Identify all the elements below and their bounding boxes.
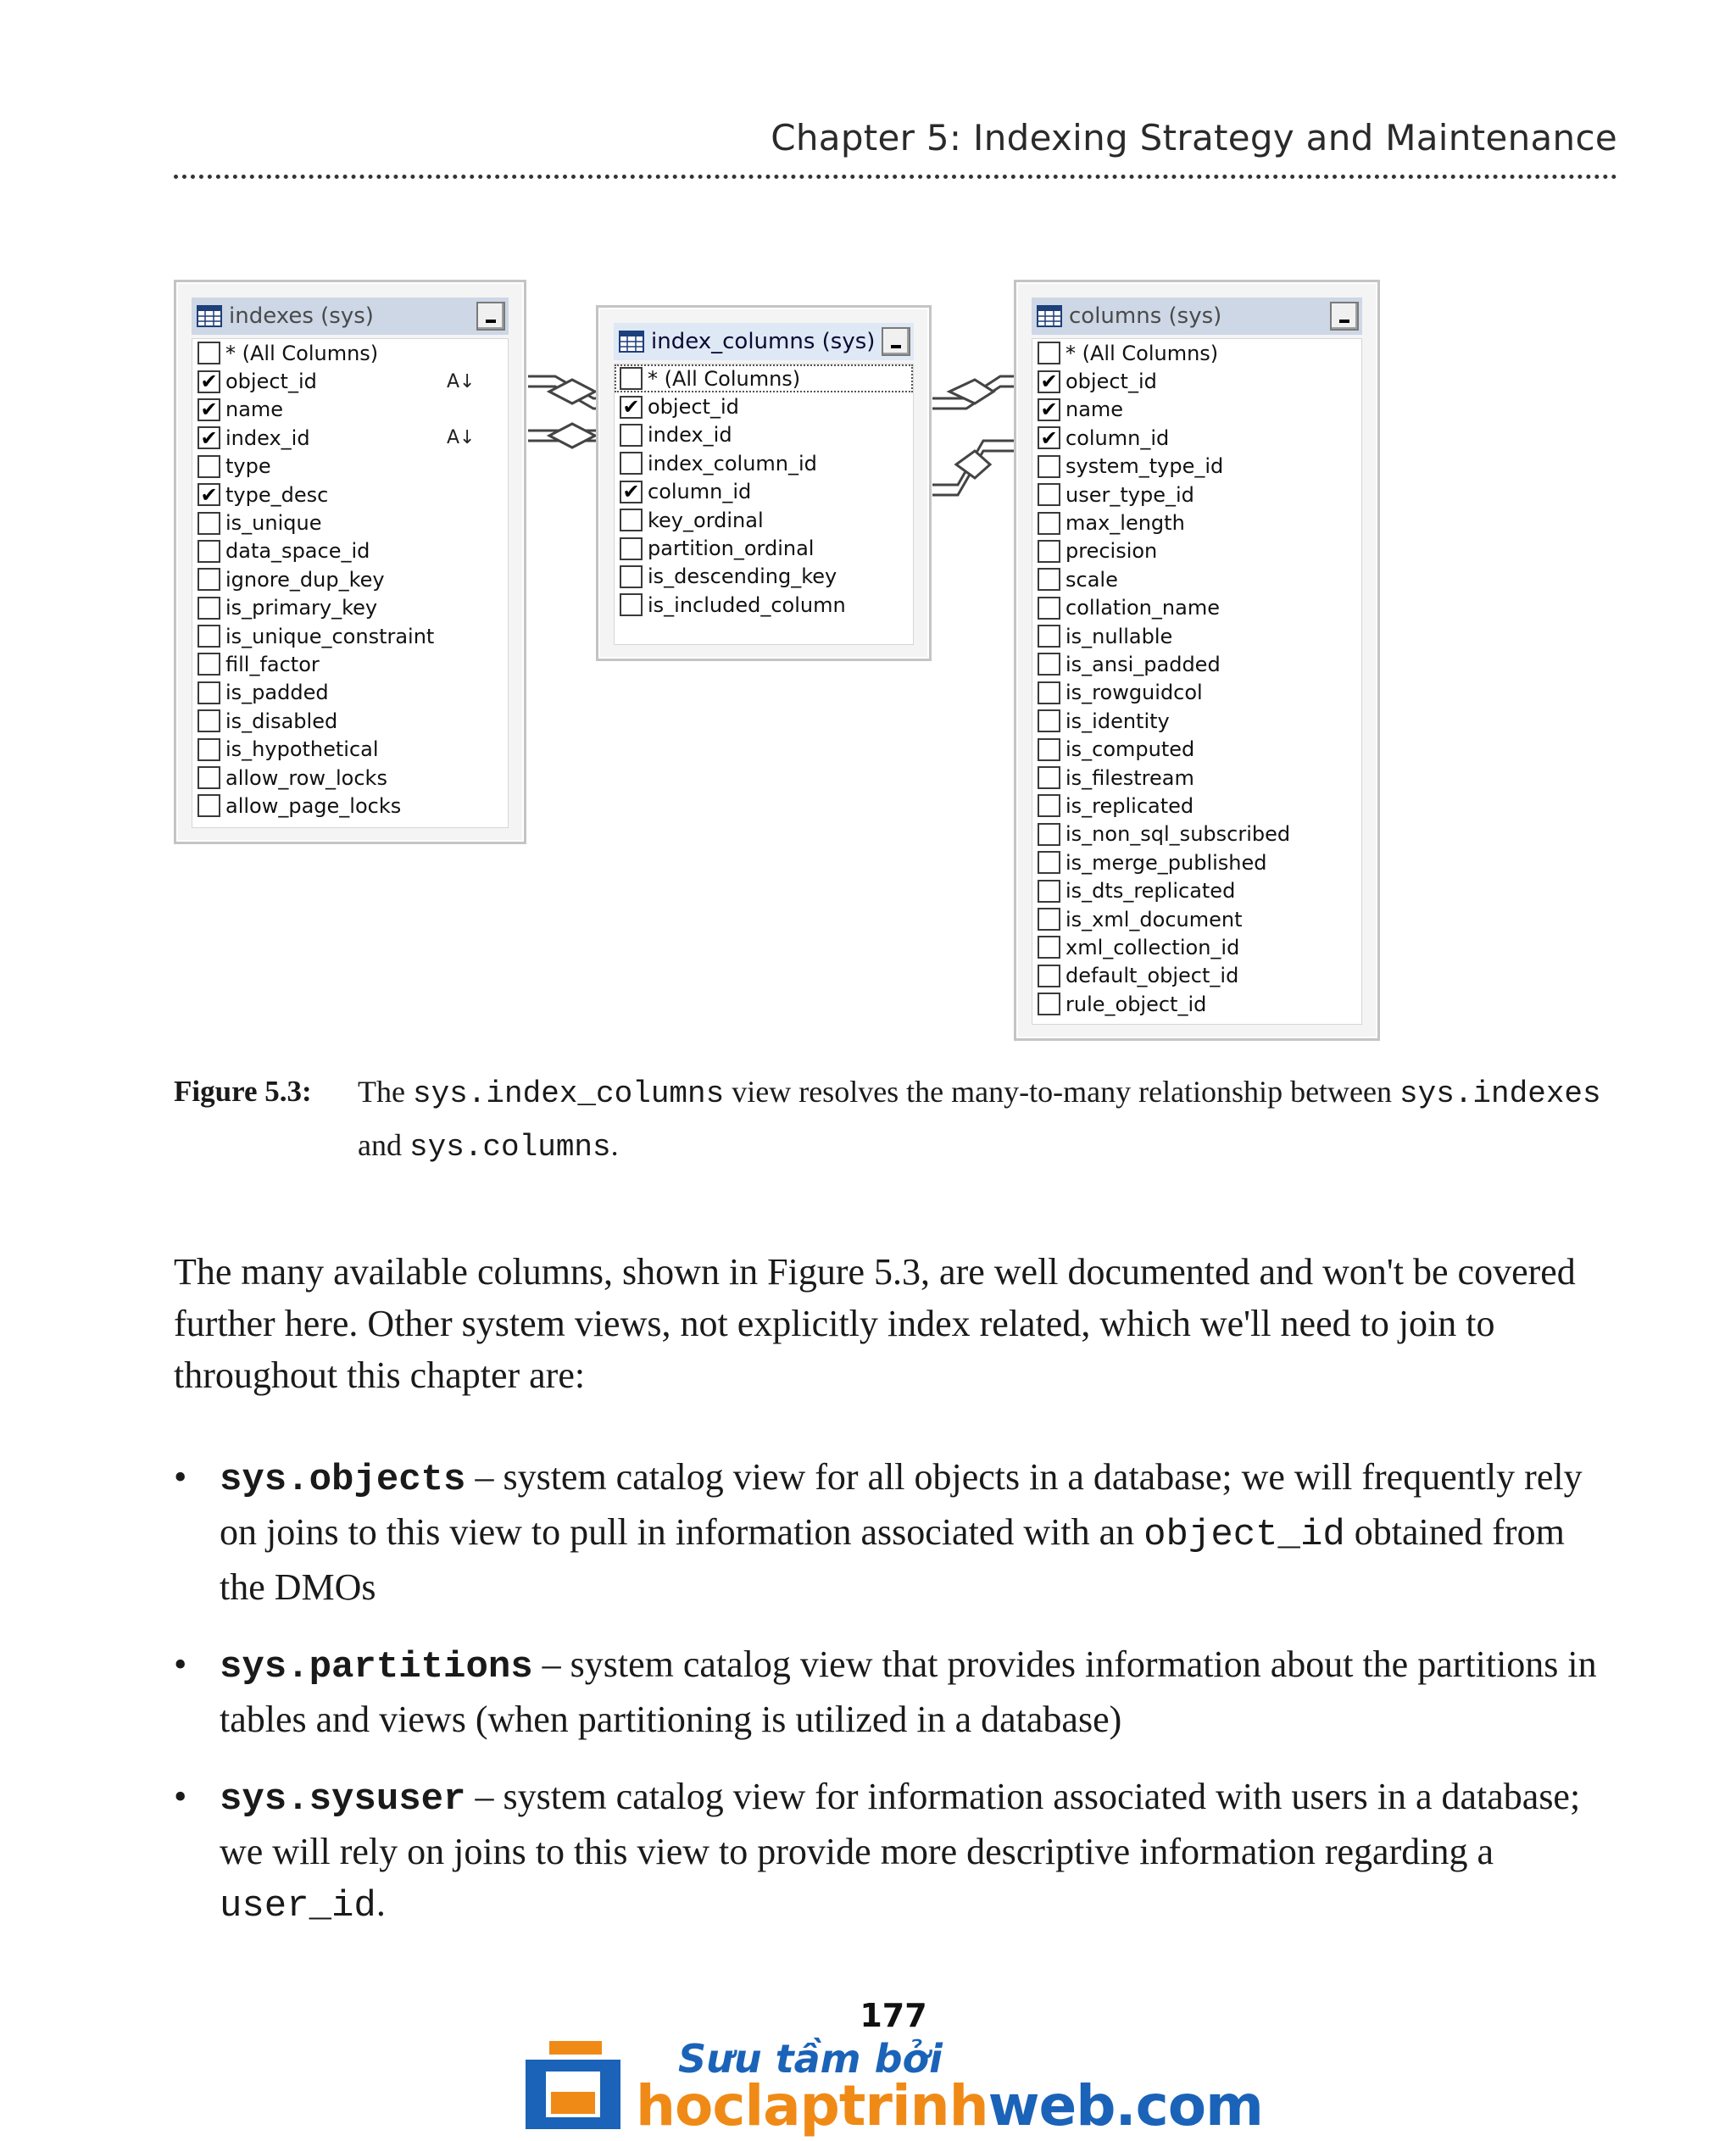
column-name: key_ordinal	[648, 508, 764, 532]
view-name: sys.partitions	[220, 1646, 533, 1688]
column-checkbox[interactable]	[620, 424, 643, 447]
column-name: index_id	[225, 425, 310, 450]
list-item-text: – system catalog view for information associated with users in a database; we will rely on joins to this view to provide more descriptive information regarding a	[220, 1776, 1581, 1872]
caption-text: view resolves the many-to-many relationship between	[724, 1075, 1399, 1109]
relationship-diamond	[549, 380, 595, 403]
column-row[interactable]	[1032, 481, 1361, 509]
column-checkbox[interactable]	[1038, 766, 1060, 789]
view-name: sys.objects	[220, 1459, 466, 1501]
table-icon	[619, 331, 644, 353]
column-name: is_primary_key	[225, 596, 378, 620]
sort-ascending-icon: A↓	[447, 370, 476, 392]
body-paragraph: The many available columns, shown in Figure 5.3, are well documented and won't be covered further here. Other system views, not explicitly index related, which we'll need to join to throughout this chapter are:	[174, 1251, 1576, 1396]
column-row[interactable]	[1032, 565, 1361, 593]
column-name: allow_row_locks	[225, 765, 387, 790]
database-diagram	[0, 0, 1736, 1059]
column-checkbox[interactable]	[1038, 794, 1060, 817]
running-head: Chapter 5: Indexing Strategy and Maintenance	[771, 117, 1617, 158]
column-name: system_type_id	[1066, 454, 1224, 479]
column-name: collation_name	[1066, 596, 1220, 620]
column-row[interactable]	[1032, 622, 1361, 650]
column-row[interactable]	[1032, 679, 1361, 707]
column-name: data_space_id	[225, 539, 370, 564]
column-name: ignore_dup_key	[225, 567, 385, 592]
watermark-site	[636, 2073, 1263, 2138]
page-number	[0, 1997, 1736, 2034]
column-name: is_hypothetical	[225, 737, 379, 762]
caption-text: and	[358, 1128, 409, 1162]
column-checkbox[interactable]	[1038, 568, 1060, 591]
column-checkbox[interactable]	[198, 738, 220, 761]
column-row[interactable]	[1032, 650, 1361, 678]
column-name: fill_factor	[225, 652, 320, 676]
column-name: object_id	[1066, 370, 1157, 394]
column-row[interactable]	[192, 537, 508, 565]
sort-ascending-icon: A↓	[447, 427, 476, 449]
column-row[interactable]	[192, 339, 508, 367]
column-row[interactable]	[1032, 509, 1361, 537]
list-item-text: – system catalog view for all objects in a database; we will frequently rely on joins to this view to pull in information associated with an	[220, 1456, 1583, 1553]
column-row[interactable]	[615, 364, 913, 392]
column-checkbox[interactable]: ✔	[1038, 426, 1060, 449]
figure-caption-text	[358, 1066, 1629, 1173]
column-checkbox[interactable]	[1038, 851, 1060, 874]
column-row[interactable]	[1032, 594, 1361, 622]
column-name: is_dts_replicated	[1066, 879, 1236, 904]
column-row[interactable]	[192, 679, 508, 707]
column-row[interactable]	[615, 591, 913, 619]
column-checkbox[interactable]	[1038, 540, 1060, 563]
column-row[interactable]	[192, 367, 508, 395]
column-checkbox[interactable]: ✔	[198, 483, 220, 506]
column-name: allow_page_locks	[225, 793, 402, 818]
column-checkbox[interactable]: ✔	[620, 481, 643, 503]
column-row[interactable]	[615, 506, 913, 534]
system-views-list	[174, 1451, 1615, 1958]
column-checkbox[interactable]: ✔	[198, 426, 220, 449]
column-row[interactable]	[615, 421, 913, 449]
column-checkbox[interactable]	[620, 537, 643, 560]
column-checkbox[interactable]	[198, 709, 220, 732]
relationship-diamond	[956, 451, 990, 478]
relationship-diamond	[949, 380, 993, 403]
column-name: object_id	[648, 395, 739, 420]
column-row[interactable]	[192, 481, 508, 509]
column-name: is_identity	[1066, 709, 1170, 733]
column-name: is_disabled	[225, 709, 338, 733]
table-icon	[197, 305, 222, 327]
column-checkbox[interactable]	[198, 766, 220, 789]
column-checkbox[interactable]	[1038, 455, 1060, 478]
column-name: index_column_id	[648, 451, 817, 475]
table-icon	[1037, 305, 1062, 327]
inline-code: user_id	[220, 1885, 376, 1927]
column-name: name	[1066, 398, 1124, 422]
column-checkbox[interactable]	[620, 509, 643, 531]
column-name: name	[225, 398, 284, 422]
column-checkbox[interactable]: ✔	[198, 370, 220, 393]
column-row[interactable]	[192, 792, 508, 820]
columns-title: columns (sys)	[1069, 303, 1222, 329]
column-row[interactable]	[1032, 792, 1361, 820]
column-name: default_object_id	[1066, 964, 1239, 988]
column-row[interactable]	[1032, 339, 1361, 367]
column-checkbox[interactable]	[1038, 908, 1060, 931]
column-checkbox[interactable]	[198, 625, 220, 648]
column-row[interactable]	[192, 594, 508, 622]
relationship-diamond	[549, 424, 595, 448]
indexes-table-window[interactable]	[174, 280, 526, 844]
column-name: column_id	[1066, 425, 1170, 450]
column-name: is_unique	[225, 511, 322, 536]
monitor-logo-icon	[526, 2041, 627, 2136]
column-name: is_rowguidcol	[1066, 681, 1203, 705]
minimize-button[interactable]	[476, 302, 505, 331]
column-name: is_computed	[1066, 737, 1195, 762]
minimize-button[interactable]	[882, 327, 910, 356]
column-checkbox[interactable]	[1038, 709, 1060, 732]
columns-title-bar[interactable]	[1032, 298, 1362, 335]
column-name: rule_object_id	[1066, 992, 1207, 1016]
column-row[interactable]	[192, 707, 508, 735]
column-row[interactable]	[1032, 905, 1361, 933]
watermark-tagline: Sưu tầm bởi	[678, 2036, 943, 2082]
column-checkbox[interactable]	[1038, 936, 1060, 959]
column-name: is_filestream	[1066, 765, 1194, 790]
column-row[interactable]	[615, 534, 913, 562]
index-columns-column-list	[614, 364, 914, 645]
column-row[interactable]	[192, 509, 508, 537]
column-checkbox[interactable]	[198, 794, 220, 817]
column-checkbox[interactable]	[1038, 738, 1060, 761]
column-name: partition_ordinal	[648, 537, 815, 561]
column-name: is_ansi_padded	[1066, 652, 1221, 676]
column-name: max_length	[1066, 511, 1185, 536]
column-name: is_xml_document	[1066, 907, 1243, 931]
column-row[interactable]	[1032, 453, 1361, 481]
caption-text: The	[358, 1075, 413, 1109]
list-item	[174, 1638, 1615, 1745]
column-row[interactable]	[1032, 735, 1361, 763]
column-row[interactable]	[192, 622, 508, 650]
caption-text: .	[610, 1128, 619, 1162]
column-row[interactable]	[1032, 820, 1361, 848]
column-checkbox[interactable]: ✔	[1038, 370, 1060, 393]
column-name: is_nullable	[1066, 624, 1173, 648]
column-checkbox[interactable]	[198, 653, 220, 676]
column-row[interactable]	[1032, 933, 1361, 961]
columns-table-window[interactable]	[1014, 280, 1380, 1041]
list-item-text: – system catalog view that provides information about the partitions in tables and views (when partitioning is utilized in a database)	[220, 1643, 1597, 1740]
column-checkbox[interactable]	[620, 565, 643, 588]
column-name: type	[225, 454, 271, 479]
column-name: is_non_sql_subscribed	[1066, 822, 1291, 847]
column-name: is_replicated	[1066, 793, 1194, 818]
list-item	[174, 1451, 1615, 1613]
caption-code: sys.columns	[409, 1130, 611, 1165]
column-name: column_id	[648, 480, 752, 504]
column-row[interactable]	[192, 735, 508, 763]
caption-code: sys.index_columns	[412, 1076, 725, 1111]
column-row[interactable]	[192, 650, 508, 678]
list-item-text: obtained from the DMOs	[220, 1511, 1565, 1608]
column-row[interactable]	[615, 478, 913, 506]
indexes-title-bar[interactable]	[192, 298, 509, 335]
column-name: is_descending_key	[648, 564, 837, 589]
column-name: * (All Columns)	[1066, 341, 1219, 365]
column-checkbox[interactable]	[620, 452, 643, 475]
watermark-site-part: hoclaptrinh	[636, 2073, 988, 2138]
column-checkbox[interactable]	[198, 568, 220, 591]
watermark-site-part: web.com	[988, 2073, 1263, 2138]
column-checkbox[interactable]	[1038, 597, 1060, 620]
column-row[interactable]	[1032, 990, 1361, 1018]
column-row[interactable]	[192, 453, 508, 481]
column-name: * (All Columns)	[648, 366, 801, 391]
column-checkbox[interactable]	[1038, 342, 1060, 364]
column-checkbox[interactable]	[198, 455, 220, 478]
column-checkbox[interactable]	[620, 593, 643, 616]
column-checkbox[interactable]	[1038, 993, 1060, 1015]
column-row[interactable]	[615, 563, 913, 591]
column-row[interactable]	[1032, 876, 1361, 904]
page-number-text: 177	[860, 1997, 927, 2034]
column-checkbox[interactable]	[1038, 483, 1060, 506]
index-columns-table-window[interactable]	[596, 305, 932, 661]
column-checkbox[interactable]: ✔	[620, 396, 643, 419]
list-item	[174, 1771, 1615, 1932]
minimize-button[interactable]	[1330, 302, 1359, 331]
column-row[interactable]	[615, 392, 913, 420]
column-row[interactable]	[192, 565, 508, 593]
indexes-title: indexes (sys)	[229, 303, 374, 329]
columns-column-list	[1032, 338, 1362, 1025]
column-name: precision	[1066, 539, 1158, 564]
column-checkbox[interactable]: ✔	[1038, 398, 1060, 421]
column-row[interactable]	[1032, 396, 1361, 424]
figure-label: Figure 5.3:	[174, 1075, 312, 1108]
column-row[interactable]	[1032, 848, 1361, 876]
column-name: type_desc	[225, 482, 329, 507]
column-checkbox[interactable]	[198, 512, 220, 535]
column-checkbox[interactable]	[1038, 823, 1060, 846]
column-row[interactable]	[1032, 424, 1361, 452]
list-item-text: .	[376, 1882, 386, 1924]
column-name: is_padded	[225, 681, 329, 705]
watermark-logo	[526, 2034, 1263, 2141]
view-name: sys.sysuser	[220, 1778, 466, 1821]
column-name: is_merge_published	[1066, 850, 1267, 875]
column-checkbox[interactable]: ✔	[198, 398, 220, 421]
column-checkbox[interactable]	[1038, 965, 1060, 987]
column-row[interactable]	[615, 449, 913, 477]
column-checkbox[interactable]	[1038, 625, 1060, 648]
column-checkbox[interactable]	[1038, 512, 1060, 535]
column-row[interactable]	[1032, 707, 1361, 735]
column-name: * (All Columns)	[225, 341, 379, 365]
column-checkbox[interactable]	[1038, 653, 1060, 676]
column-row[interactable]	[192, 396, 508, 424]
column-checkbox[interactable]	[198, 540, 220, 563]
column-row[interactable]	[192, 424, 508, 452]
column-row[interactable]	[192, 764, 508, 792]
column-row[interactable]	[1032, 962, 1361, 990]
column-checkbox[interactable]	[1038, 681, 1060, 704]
column-name: is_included_column	[648, 592, 846, 617]
column-row[interactable]	[1032, 537, 1361, 565]
indexes-column-list	[192, 338, 509, 828]
column-name: scale	[1066, 567, 1118, 592]
column-name: object_id	[225, 370, 317, 394]
column-checkbox[interactable]	[620, 367, 643, 390]
column-checkbox[interactable]	[198, 597, 220, 620]
column-row[interactable]	[1032, 764, 1361, 792]
column-row[interactable]	[1032, 367, 1361, 395]
column-checkbox[interactable]	[198, 342, 220, 364]
column-checkbox[interactable]	[198, 681, 220, 704]
column-name: user_type_id	[1066, 482, 1194, 507]
inline-code: object_id	[1143, 1514, 1345, 1556]
index-columns-title-bar[interactable]	[614, 323, 914, 360]
caption-code: sys.indexes	[1399, 1076, 1601, 1111]
index-columns-title: index_columns (sys)	[651, 329, 876, 354]
column-name: xml_collection_id	[1066, 935, 1240, 959]
column-name: is_unique_constraint	[225, 624, 435, 648]
column-name: index_id	[648, 423, 732, 448]
column-checkbox[interactable]	[1038, 880, 1060, 903]
